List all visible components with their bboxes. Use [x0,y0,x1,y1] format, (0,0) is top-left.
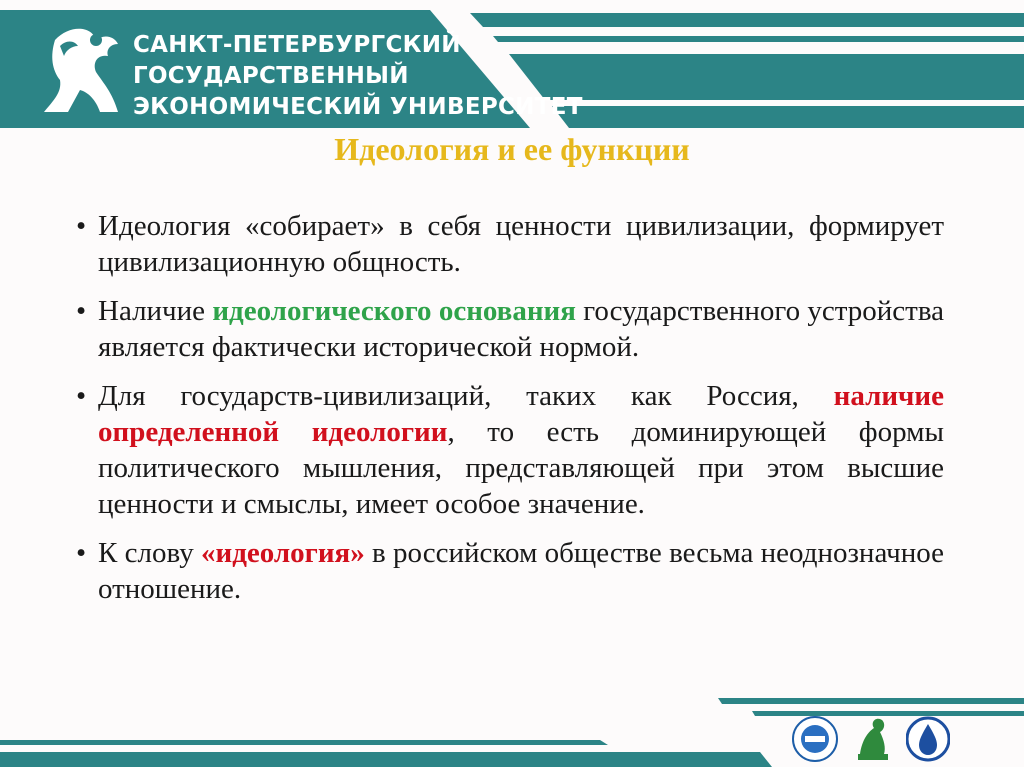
text-segment: К слову [98,537,202,569]
highlight-red: «идеология» [201,537,365,569]
university-name-line: ГОСУДАРСТВЕННЫЙ [133,63,409,89]
bullet-dot-icon: • [76,380,87,412]
seal-emblem-icon [792,716,838,762]
university-name-line: САНКТ-ПЕТЕРБУРГСКИЙ [133,32,461,58]
text-segment: государственного устройства является фактически исторической нормой. [98,295,944,363]
griffin-seal-icon [850,710,896,764]
highlight-green: идеологического основания [212,295,576,327]
fuel-drop-seal-icon [906,716,950,762]
bullet-list [76,208,944,620]
bullet-dot-icon: • [76,537,87,569]
bullet-text [98,208,944,280]
text-segment: в российском обществе весьма неоднозначное отношение. [98,537,944,605]
text-segment: , то есть доминирующей формы политического мышления, представляющей при этом высшие ценности и смыслы, имеет особое значение. [98,416,944,520]
bullet-item [76,208,944,280]
bullet-text [98,378,944,522]
bullet-text [98,535,944,607]
university-name [133,30,583,123]
text-segment: Наличие [98,295,213,327]
bullet-item [76,378,944,522]
university-name-line: ЭКОНОМИЧЕСКИЙ УНИВЕРСИТЕТ [133,94,583,120]
text-segment: Идеология «собирает» в себя ценности цивилизации, формирует цивилизационную общность. [98,210,944,278]
bullet-dot-icon: • [76,295,87,327]
slide-title: Идеология и ее функции [334,131,690,167]
text-segment: Для государств-цивилизаций, таких как Россия, [98,380,834,412]
bullet-item [76,293,944,365]
bullet-dot-icon: • [76,210,87,242]
bullet-text [98,293,944,365]
bullet-item [76,535,944,607]
highlight-red: наличие определенной идеологии [98,380,944,448]
